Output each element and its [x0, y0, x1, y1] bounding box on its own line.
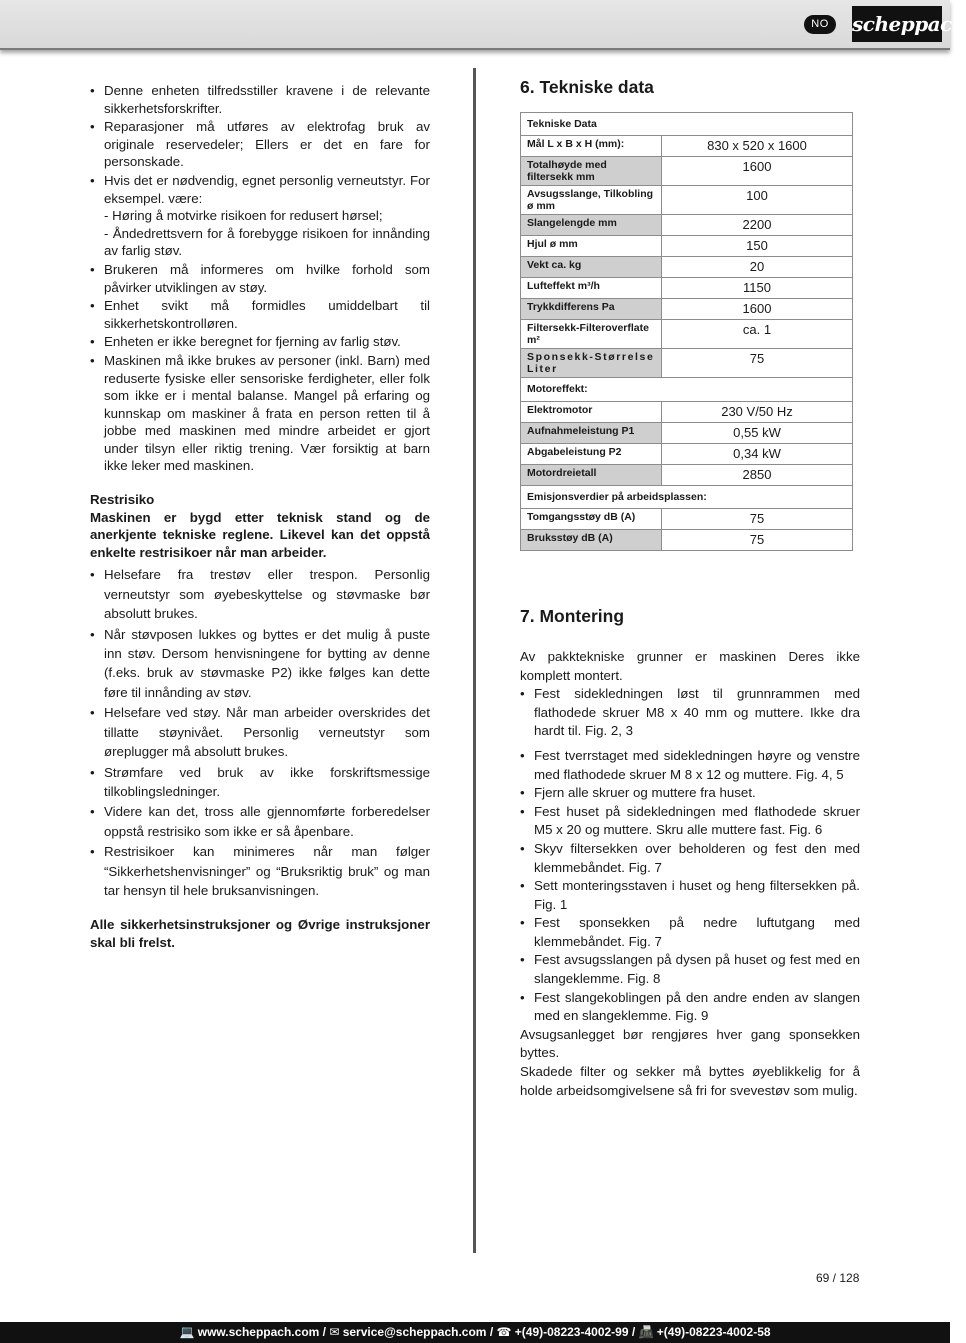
tech-data-table	[520, 112, 853, 552]
row-label: Lufteffekt m³/h	[521, 278, 662, 299]
list-sub-item: - Åndedrettsvern for å forebygge risikoen for innånding av farlig støv.	[104, 225, 430, 259]
language-badge: NO	[804, 15, 836, 34]
row-value: 0,34 kW	[662, 443, 853, 464]
row-label: Hjul ø mm	[521, 236, 662, 257]
scheppach-logo: scheppach	[852, 6, 942, 42]
table-row	[521, 443, 853, 464]
row-label: Motordreietall	[521, 464, 662, 485]
montering-paragraph: Avsugsanlegget bør rengjøres hver gang sponsekken byttes.	[520, 1026, 860, 1061]
montering-list	[520, 685, 860, 1026]
table-row	[521, 320, 853, 349]
page-footer: 💻 www.scheppach.com / ✉ service@scheppach.com / ☎ +(49)-08223-4002-99 / 📠 +(49)-08223-4002-58	[0, 1322, 950, 1343]
row-value: 75	[662, 530, 853, 551]
row-value: 2850	[662, 464, 853, 485]
row-label: Tomgangsstøy dB (A)	[521, 509, 662, 530]
list-item: • Videre kan det, tross alle gjennomførte forberedelser oppstå restrisiko som ikke er så åpenbare.	[90, 802, 430, 841]
table-row	[521, 530, 853, 551]
closing-note: Alle sikkerhetsinstruksjoner og Øvrige instruksjoner skal bli frelst.	[90, 917, 430, 950]
restrisiko-list	[90, 565, 430, 900]
montering-paragraph: Skadede filter og sekker må byttes øyeblikkelig for å holde arbeidsomgivelsene så fri for svevestøv som mulig.	[520, 1064, 860, 1098]
list-item: • Enhet svikt må formidles umiddelbart til sikkerhetskontrolløren.	[90, 297, 430, 332]
emission-header: Emisjonsverdier på arbeidsplassen:	[521, 485, 853, 509]
table-row	[521, 186, 853, 215]
list-item: • Fest tverrstaget med sidekledningen høyre og venstre med flathodede skruer M 8 x 12 og muttere. Fig. 4, 5	[520, 747, 860, 784]
row-value: 1150	[662, 278, 853, 299]
list-item: • Fest avsugsslangen på dysen på huset og fest med en slangeklemme. Fig. 8	[520, 951, 860, 988]
list-item: • Fest slangekoblingen på den andre enden av slangen med en slangeklemme. Fig. 9	[520, 989, 860, 1026]
row-value: 1600	[662, 299, 853, 320]
list-item: • Fest sponsekken på nedre luftutgang med klemmebåndet. Fig. 7	[520, 914, 860, 951]
row-value: 830 x 520 x 1600	[662, 136, 853, 157]
row-label: Vekt ca. kg	[521, 257, 662, 278]
row-label: Elektromotor	[521, 401, 662, 422]
left-column	[90, 82, 430, 952]
row-value: 100	[662, 186, 853, 215]
list-item: • Maskinen må ikke brukes av personer (inkl. Barn) med reduserte fysiske eller sensoriske ferdigheter, eller folk som ikke er i mental balanse. Mangel på erfaring og kunnskap om maskiner å frata en person retten til å jobbe med maskinen med mindre arbeidet er gjort under tilsyn eller riktig trening. Vær forsiktig at barn ikke leker med maskinen.	[90, 352, 430, 475]
row-label: Totalhøyde med filtersekk mm	[521, 157, 662, 186]
row-label: Sponsekk-Størrelse Liter	[521, 349, 662, 378]
row-label: Mål L x B x H (mm):	[521, 136, 662, 157]
right-column	[520, 78, 860, 1100]
list-item: • Reparasjoner må utføres av elektrofag bruk av originale reservedeler; Ellers er det en fare for personskade.	[90, 118, 430, 171]
list-item: • Restrisikoer kan minimeres når man følger “Sikkerhetshenvisninger” og “Bruksriktig bruk” og man tar hensyn til hele bruksanvisningen.	[90, 842, 430, 900]
list-item: • Denne enheten tilfredsstiller kravene i de relevante sikkerhetsforskrifter.	[90, 82, 430, 117]
list-item: • Strømfare ved bruk av ikke forskriftsmessige tilkoblingsledninger.	[90, 763, 430, 802]
row-value: 1600	[662, 157, 853, 186]
row-label: Slangelengde mm	[521, 215, 662, 236]
table-row	[521, 136, 853, 157]
row-label: Aufnahmeleistung P1	[521, 422, 662, 443]
row-label: Avsugsslange, Tilkobling ø mm	[521, 186, 662, 215]
row-value: 20	[662, 257, 853, 278]
table-row	[521, 257, 853, 278]
list-item: • Fest huset på sidekledningen med flathodede skruer M5 x 20 og muttere. Skru alle muttere fast. Fig. 6	[520, 803, 860, 840]
row-value: 150	[662, 236, 853, 257]
row-label: Filtersekk-Filteroverflate m²	[521, 320, 662, 349]
table-row	[521, 401, 853, 422]
list-item: • Helsefare ved støy. Når man arbeider overskrides det tillatte støynivået. Personlig verneutstyr som øreplugger må absolutt brukes.	[90, 703, 430, 761]
list-item: • Når støvposen lukkes og byttes er det mulig å puste inn støv. Dersom henvisningene for bytting av denne (f.eks. bruk av støvmaske P2) ikke følges kan dette føre til innånding av støv.	[90, 625, 430, 703]
table-row	[521, 464, 853, 485]
list-sub-item: - Høring å motvirke risikoen for redusert hørsel;	[104, 208, 383, 224]
row-label: Trykkdifferens Pa	[521, 299, 662, 320]
montering-intro: Av pakktekniske grunner er maskinen Deres ikke komplett montert.	[520, 648, 860, 683]
table-row	[521, 299, 853, 320]
row-value: 230 V/50 Hz	[662, 401, 853, 422]
table-row	[521, 215, 853, 236]
row-value: ca. 1	[662, 320, 853, 349]
list-item: • Brukeren må informeres om hvilke forhold som påvirker utviklingen av støy.	[90, 261, 430, 296]
list-item: • Enheten er ikke beregnet for fjerning av farlig støv.	[90, 333, 430, 351]
list-item: • Fjern alle skruer og muttere fra huset.	[520, 784, 860, 803]
table-row	[521, 509, 853, 530]
list-item: • Skyv filtersekken over beholderen og fest den med klemmebåndet. Fig. 7	[520, 840, 860, 877]
motor-header: Motoreffekt:	[521, 378, 853, 402]
list-item: • Sett monteringsstaven i huset og heng filtersekken på. Fig. 1	[520, 877, 860, 914]
list-item: • Fest sidekledningen løst til grunnrammen med flathodede skruer M8 x 40 mm og muttere. Ikke dra hardt til. Fig. 2, 3	[520, 685, 860, 741]
row-label: Bruksstøy dB (A)	[521, 530, 662, 551]
safety-list	[90, 82, 430, 475]
restrisiko-intro: Maskinen er bygd etter teknisk stand og de anerkjente tekniske reglene. Likevel kan det oppstå enkelte restrisikoer når man arbeider.	[90, 509, 430, 560]
table-row	[521, 157, 853, 186]
section-6-title: 6. Tekniske data	[520, 77, 654, 97]
section-7-title: 7. Montering	[520, 606, 625, 627]
restrisiko-title: Restrisiko	[90, 492, 155, 508]
table-row	[521, 236, 853, 257]
page-header	[0, 0, 966, 50]
column-divider	[473, 68, 476, 1253]
table-row	[521, 349, 853, 378]
list-item-text: • Hvis det er nødvendig, egnet personlig verneutstyr. For eksempel. være:	[104, 172, 430, 206]
row-value: 75	[662, 349, 853, 378]
row-value: 75	[662, 509, 853, 530]
row-value: 2200	[662, 215, 853, 236]
table-row	[521, 278, 853, 299]
list-item	[90, 172, 430, 260]
page-number: 69 / 128	[816, 1271, 860, 1285]
list-item: • Helsefare fra trestøv eller trespon. Personlig verneutstyr som øyebeskyttelse og støvmaske bør absolutt brukes.	[90, 565, 430, 623]
row-label: Abgabeleistung P2	[521, 443, 662, 464]
row-value: 0,55 kW	[662, 422, 853, 443]
table-row	[521, 422, 853, 443]
table-header: Tekniske Data	[521, 112, 853, 136]
